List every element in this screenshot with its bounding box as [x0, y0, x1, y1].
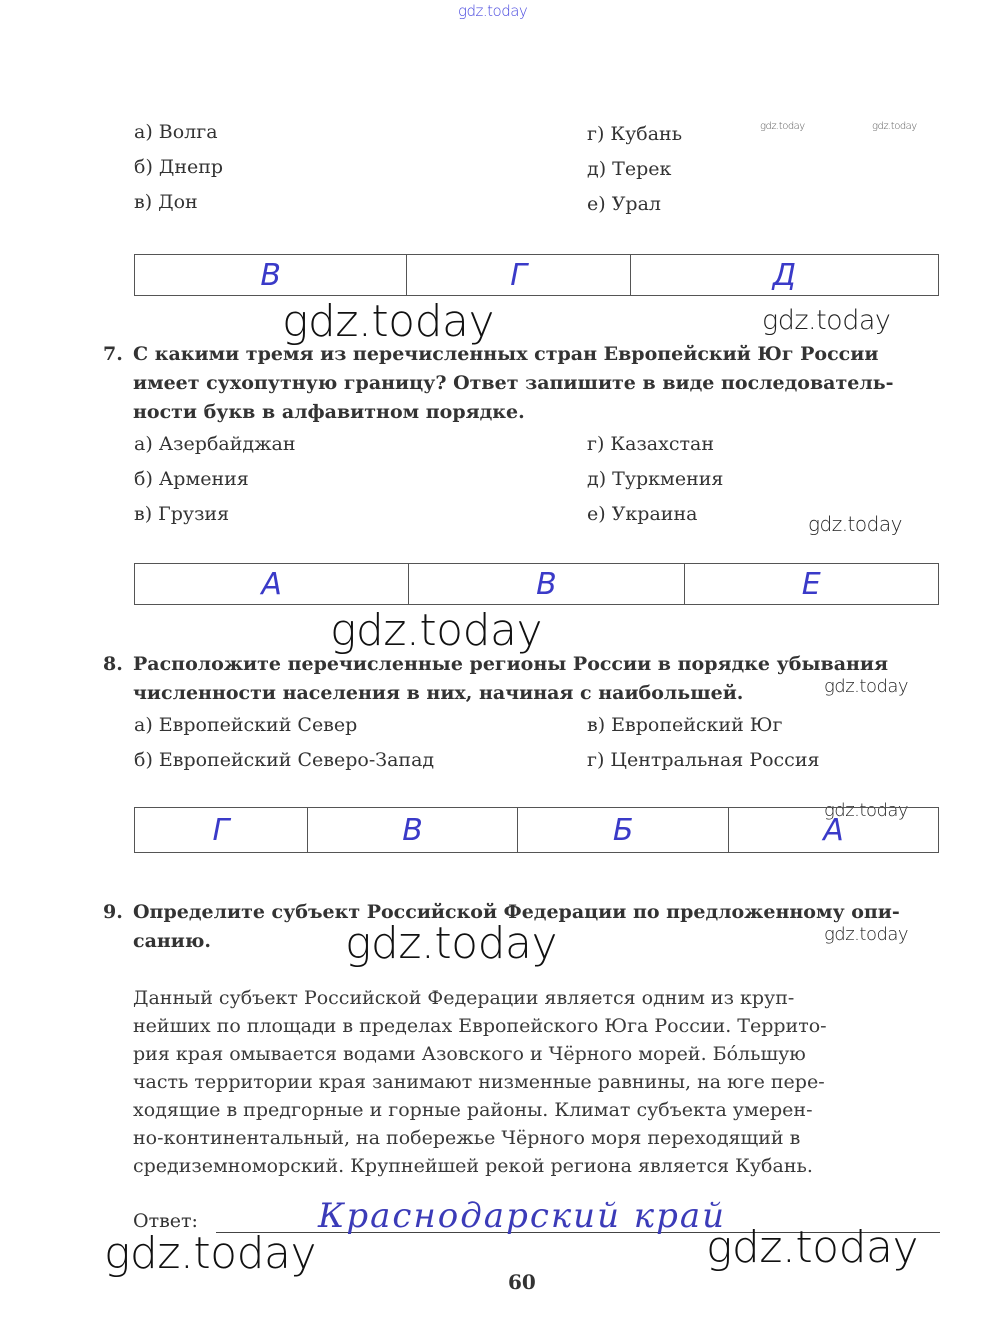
- handwritten-answer[interactable]: Краснодарский край: [318, 1196, 727, 1236]
- q9-line: Определите субъект Российской Федерации по предложенному опи-: [133, 901, 900, 923]
- q7-option-d: д) Туркмения: [587, 468, 724, 490]
- q8-number: 8.: [103, 653, 123, 675]
- watermark-medium: gdz.today: [762, 305, 891, 336]
- answer-cell[interactable]: Б: [518, 808, 729, 853]
- page-number: 60: [508, 1270, 536, 1294]
- q9-question: [103, 898, 943, 956]
- watermark-medium: gdz.today: [824, 676, 909, 697]
- answer-label: Ответ:: [133, 1210, 198, 1232]
- watermark-large: gdz.today: [282, 296, 495, 347]
- watermark-medium: gdz.today: [808, 512, 902, 536]
- answer-cell[interactable]: В: [135, 255, 407, 296]
- q8-line: численности населения в них, начиная с наибольшей.: [133, 682, 744, 704]
- q8-option-g: г) Центральная Россия: [587, 749, 820, 771]
- q7-answer-table: [134, 563, 939, 605]
- q7-option-g: г) Казахстан: [587, 433, 714, 455]
- q9-paragraph-line: но-континентальный, на побережье Чёрного моря переходящий в: [133, 1127, 801, 1149]
- q8-option-a: а) Европейский Север: [134, 714, 358, 736]
- q7-number: 7.: [103, 343, 123, 365]
- watermark-medium: gdz.today: [824, 800, 909, 821]
- watermark-large: gdz.today: [104, 1228, 317, 1279]
- q6-option-e: е) Урал: [587, 193, 661, 215]
- q8-line: Расположите перечисленные регионы России в порядке убывания: [133, 653, 889, 675]
- q8-answer-table: [134, 807, 939, 853]
- q7-line: ности букв в алфавитном порядке.: [133, 401, 525, 423]
- watermark-small: gdz.today: [872, 121, 917, 132]
- answer-cell[interactable]: Д: [630, 255, 938, 296]
- q6-option-b: б) Днепр: [134, 156, 224, 178]
- q9-paragraph-line: рия края омывается водами Азовского и Чёрного морей. Бóльшую: [133, 1043, 806, 1065]
- watermark-small: gdz.today: [760, 121, 805, 132]
- q7-option-v: в) Грузия: [134, 503, 230, 525]
- answer-cell[interactable]: Г: [135, 808, 308, 853]
- answer-cell[interactable]: Е: [684, 564, 938, 605]
- q8-question: [103, 650, 943, 708]
- q9-line: санию.: [133, 930, 211, 952]
- answer-cell[interactable]: Г: [407, 255, 630, 296]
- q9-description: [133, 984, 941, 1180]
- q6-option-a: а) Волга: [134, 121, 218, 143]
- q9-paragraph-line: часть территории края занимают низменные равнины, на юге пере-: [133, 1071, 825, 1093]
- q9-paragraph-line: средиземноморский. Крупнейшей рекой региона является Кубань.: [133, 1155, 813, 1177]
- q6-option-g: г) Кубань: [587, 123, 683, 145]
- q7-question: [103, 340, 943, 427]
- q8-option-v: в) Европейский Юг: [587, 714, 783, 736]
- q7-option-b: б) Армения: [134, 468, 249, 490]
- q9-paragraph-line: Данный субъект Российской Федерации является одним из круп-: [133, 987, 795, 1009]
- watermark-large: gdz.today: [706, 1222, 919, 1273]
- answer-cell[interactable]: А: [135, 564, 409, 605]
- q6-option-v: в) Дон: [134, 191, 198, 213]
- q7-option-e: е) Украина: [587, 503, 698, 525]
- watermark-large: gdz.today: [330, 605, 543, 656]
- answer-cell[interactable]: В: [307, 808, 518, 853]
- watermark-large: gdz.today: [345, 918, 558, 969]
- watermark-medium: gdz.today: [824, 924, 909, 945]
- q6-option-d: д) Терек: [587, 158, 672, 180]
- q9-number: 9.: [103, 901, 123, 923]
- q7-option-a: а) Азербайджан: [134, 433, 296, 455]
- q6-answer-table: [134, 254, 939, 296]
- q7-line: имеет сухопутную границу? Ответ запишите в виде последователь-: [133, 372, 894, 394]
- q8-option-b: б) Европейский Северо-Запад: [134, 749, 435, 771]
- answer-cell[interactable]: А: [728, 808, 938, 853]
- watermark-top: gdz.today: [458, 2, 528, 20]
- q7-line: С какими тремя из перечисленных стран Европейский Юг России: [133, 343, 879, 365]
- q9-paragraph-line: ходящие в предгорные и горные районы. Климат субъекта умерен-: [133, 1099, 813, 1121]
- q9-paragraph-line: нейших по площади в пределах Европейского Юга России. Террито-: [133, 1015, 827, 1037]
- answer-cell[interactable]: В: [409, 564, 684, 605]
